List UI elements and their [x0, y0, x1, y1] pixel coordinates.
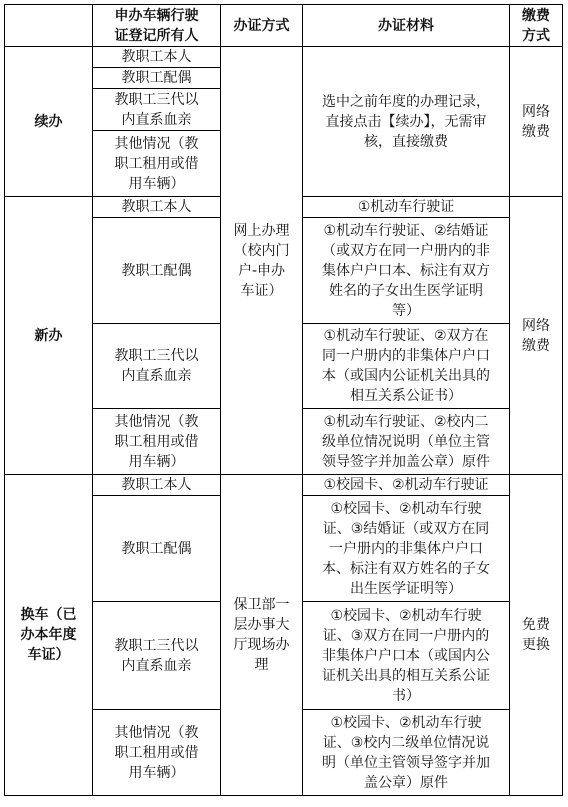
header-owner: 申办车辆行驶 证登记所有人 [93, 5, 221, 47]
replace-label: 换车（已 办本年度 车证） [5, 475, 93, 796]
new-owner-spouse: 教职工配偶 [93, 218, 221, 324]
replace-owner-self: 教职工本人 [93, 475, 221, 496]
new-owner-other: 其他情况（教 职工租用或借 用车辆） [93, 409, 221, 475]
header-category [5, 5, 93, 47]
renew-owner-other: 其他情况（教 职工租用或借 用车辆） [93, 131, 221, 197]
renew-owner-relative: 教职工三代以 内直系血亲 [93, 89, 221, 131]
replace-materials-spouse: ①校园卡、②机动车行驶 证、③结婚证（或双方在同 一户册内的非集体户户口 本、标注有双方姓名的子女 出生医学证明等） [303, 496, 510, 602]
header-materials: 办证材料 [303, 5, 510, 47]
onsite-method: 保卫部一 层办事大 厅现场办 理 [221, 475, 303, 796]
renew-owner-spouse: 教职工配偶 [93, 68, 221, 89]
replace-row-self [5, 475, 563, 496]
new-materials-other: ①机动车行驶证、②校内二 级单位情况说明（单位主管 领导签字并加盖公章）原件 [303, 409, 510, 475]
header-payment: 缴费 方式 [510, 5, 563, 47]
renew-label: 续办 [5, 47, 93, 197]
header-method: 办证方式 [221, 5, 303, 47]
replace-payment: 免费 更换 [510, 475, 563, 796]
replace-materials-relative: ①校园卡、②机动车行驶 证、③双方在同一户册内的 非集体户户口本（或国内公 证机关出具的相互关系公证 书） [303, 602, 510, 710]
online-method: 网上办理 （校内门 户-申办 车证） [221, 47, 303, 475]
new-materials-relative: ①机动车行驶证、②双方在 同一户册内的非集体户户口 本（或国内公证机关出具的 相互关系公证书） [303, 324, 510, 409]
renew-owner-self: 教职工本人 [93, 47, 221, 68]
new-materials-self: ①机动车行驶证 [303, 197, 510, 218]
replace-materials-other: ①校园卡、②机动车行驶 证、③校内二级单位情况说 明（单位主管领导签字并加 盖公章）原件 [303, 710, 510, 796]
renew-materials: 选中之前年度的办理记录， 直接点击【续办】，无需审 核，直接缴费 [303, 47, 510, 197]
new-owner-relative: 教职工三代以 内直系血亲 [93, 324, 221, 409]
new-owner-self: 教职工本人 [93, 197, 221, 218]
replace-owner-other: 其他情况（教 职工租用或借 用车辆） [93, 710, 221, 796]
replace-owner-relative: 教职工三代以 内直系血亲 [93, 602, 221, 710]
new-payment: 网络 缴费 [510, 197, 563, 475]
replace-materials-self: ①校园卡、②机动车行驶证 [303, 475, 510, 496]
vehicle-permit-table [4, 4, 563, 796]
renew-payment: 网络 缴费 [510, 47, 563, 197]
new-label: 新办 [5, 197, 93, 475]
header-row [5, 5, 563, 47]
renew-row-self [5, 47, 563, 68]
new-materials-spouse: ①机动车行驶证、②结婚证 （或双方在同一户册内的非 集体户户口本、标注有双方 姓名的子女出生医学证明 等） [303, 218, 510, 324]
replace-owner-spouse: 教职工配偶 [93, 496, 221, 602]
